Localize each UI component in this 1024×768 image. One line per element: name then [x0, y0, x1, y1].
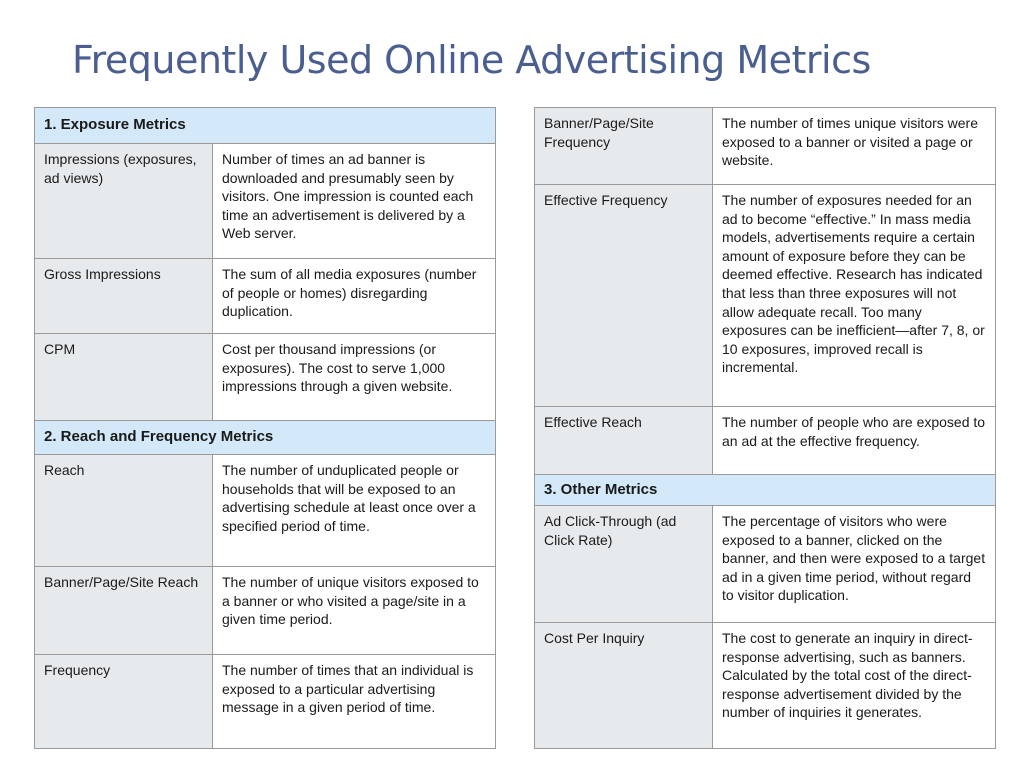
table-row [35, 655, 496, 749]
table-row [35, 455, 496, 567]
metric-term: Frequency [35, 655, 213, 749]
metric-definition: The percentage of visitors who were exposed to a banner, clicked on the banner, and then were exposed to a target ad in a given time period, without regard to visitor duplication. [713, 506, 996, 623]
table-row [35, 259, 496, 334]
metric-definition: The number of exposures needed for an ad to become “effective.” In mass media models, advertisements require a certain amount of exposure before they can be deemed effective. Research has indicated that less than three exposures will not allow adequate recall. Too many exposures can be inefficient—after 7, 8, or 10 exposures, improved recall is incremental. [713, 185, 996, 407]
metric-definition: The number of times unique visitors were exposed to a banner or visited a page or website. [713, 108, 996, 185]
metric-definition: The number of unduplicated people or households that will be exposed to an advertising schedule at least once over a specified period of time. [213, 455, 496, 567]
metric-term: Effective Frequency [535, 185, 713, 407]
table-row [35, 144, 496, 259]
metric-definition: The cost to generate an inquiry in direct-response advertising, such as banners. Calculated by the total cost of the direct-response advertisement divided by the number of inquiries it generates. [713, 623, 996, 749]
metric-term: Banner/Page/Site Frequency [535, 108, 713, 185]
metrics-table-right [534, 107, 996, 749]
metric-definition: The number of unique visitors exposed to a banner or who visited a page/site in a given time period. [213, 567, 496, 655]
metric-definition: The number of times that an individual is exposed to a particular advertising message in a given period of time. [213, 655, 496, 749]
section-header-row [35, 108, 496, 144]
metric-term: CPM [35, 334, 213, 421]
metric-term: Gross Impressions [35, 259, 213, 334]
table-row [535, 506, 996, 623]
section-header-reach-frequency-metrics: 2. Reach and Frequency Metrics [35, 421, 496, 455]
metric-term: Cost Per Inquiry [535, 623, 713, 749]
metric-definition: The sum of all media exposures (number of people or homes) disregarding duplication. [213, 259, 496, 334]
metric-term: Reach [35, 455, 213, 567]
section-header-row [535, 475, 996, 506]
metric-term: Impressions (exposures, ad views) [35, 144, 213, 259]
metric-definition: Cost per thousand impressions (or exposures). The cost to serve 1,000 impressions through a given website. [213, 334, 496, 421]
metric-definition: Number of times an ad banner is downloaded and presumably seen by visitors. One impression is counted each time an advertisement is delivered by a Web server. [213, 144, 496, 259]
section-header-exposure-metrics: 1. Exposure Metrics [35, 108, 496, 144]
slide-title: Frequently Used Online Advertising Metrics [72, 38, 871, 82]
metric-term: Ad Click-Through (ad Click Rate) [535, 506, 713, 623]
metric-definition: The number of people who are exposed to an ad at the effective frequency. [713, 407, 996, 475]
metric-term: Effective Reach [535, 407, 713, 475]
table-row [535, 623, 996, 749]
metric-term: Banner/Page/Site Reach [35, 567, 213, 655]
table-row [35, 567, 496, 655]
section-header-other-metrics: 3. Other Metrics [535, 475, 996, 506]
metrics-table-left [34, 107, 496, 749]
section-header-row [35, 421, 496, 455]
table-row [35, 334, 496, 421]
table-row [535, 185, 996, 407]
table-row [535, 407, 996, 475]
table-row [535, 108, 996, 185]
